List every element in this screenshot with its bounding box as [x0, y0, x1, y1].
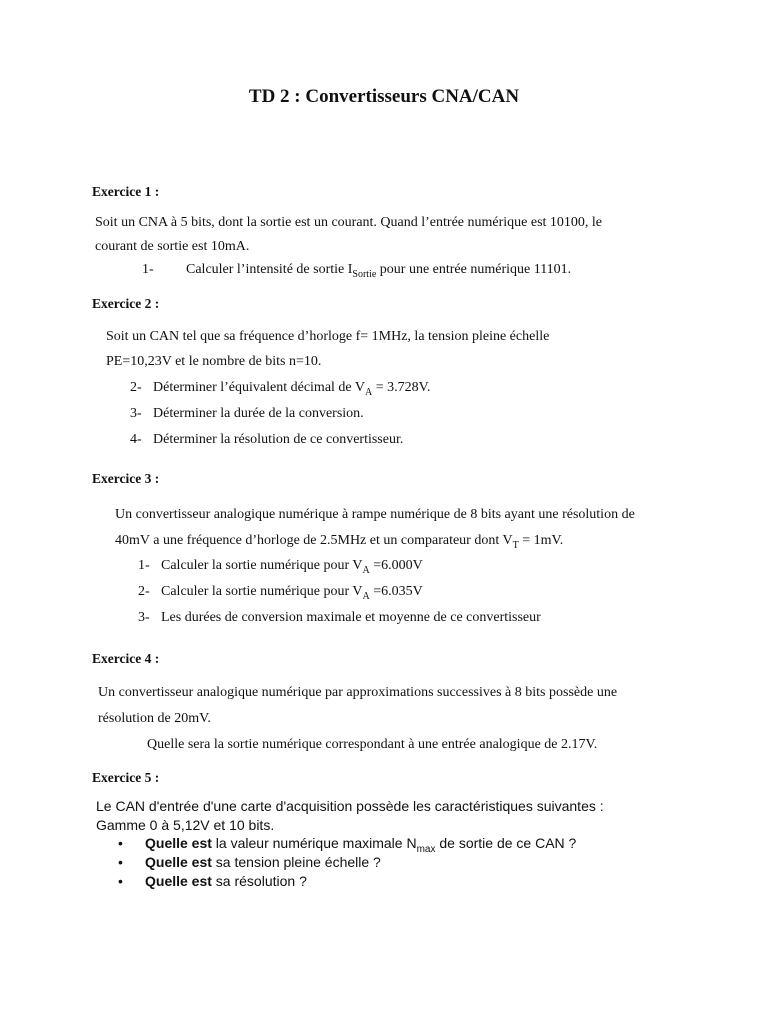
ex2-line-2: PE=10,23V et le nombre de bits n=10.	[106, 354, 322, 369]
ex3-q2-subscript: A	[362, 590, 370, 602]
ex3-q1-number: 1-	[138, 558, 150, 573]
ex2-q3-number: 3-	[130, 406, 142, 421]
ex5-bullet-3	[145, 873, 307, 889]
ex3-line-2	[115, 533, 563, 551]
ex1-q1-number: 1-	[142, 262, 154, 277]
ex1-q1-text-a: Calculer l’intensité de sortie I	[186, 262, 353, 277]
ex1-line-2: courant de sortie est 10mA.	[95, 239, 250, 254]
ex4-line-3: Quelle sera la sortie numérique correspondant à une entrée analogique de 2.17V.	[147, 737, 598, 752]
ex5-bullet-1-marker: •	[118, 835, 123, 851]
ex2-question-2	[130, 380, 430, 398]
ex3-q3-text: Les durées de conversion maximale et moyenne de ce convertisseur	[161, 610, 541, 625]
ex2-q4-number: 4-	[130, 432, 142, 447]
exercise-5-heading: Exercice 5 :	[92, 770, 160, 785]
ex3-line-2-text-b: = 1mV.	[518, 533, 564, 548]
ex3-line-2-text-a: 40mV a une fréquence d’horloge de 2.5MHz et un comparateur dont V	[115, 533, 513, 548]
ex3-q2-text-b: =6.035V	[369, 584, 423, 599]
ex2-question-3	[130, 406, 364, 422]
ex2-q2-text-a: Déterminer l’équivalent décimal de V	[153, 380, 365, 395]
ex1-q1-subscript: Sortie	[352, 268, 377, 280]
ex3-q2-text-a: Calculer la sortie numérique pour V	[161, 584, 363, 599]
ex5-b1-text-a: la valeur numérique maximale N	[211, 835, 417, 851]
exercise-2-heading: Exercice 2 :	[92, 296, 160, 311]
ex3-q1-subscript: A	[362, 564, 370, 576]
ex3-line-2-subscript: T	[512, 539, 519, 551]
ex1-question-1	[142, 262, 571, 280]
ex5-b3-text: sa résolution ?	[211, 873, 307, 889]
ex1-line-1: Soit un CNA à 5 bits, dont la sortie est un courant. Quand l’entrée numérique est 10100, le	[95, 215, 603, 230]
ex3-question-2	[138, 584, 423, 602]
ex3-question-3	[138, 610, 541, 626]
ex2-q2-number: 2-	[130, 380, 142, 395]
ex3-q3-number: 3-	[138, 610, 150, 625]
ex2-q4-text: Déterminer la résolution de ce convertisseur.	[153, 432, 404, 447]
ex5-b1-subscript: max	[416, 843, 436, 855]
ex5-bullet-2-marker: •	[118, 854, 123, 870]
ex3-q2-number: 2-	[138, 584, 150, 599]
page-title: TD 2 : Convertisseurs CNA/CAN	[248, 86, 520, 107]
ex4-line-1: Un convertisseur analogique numérique par approximations successives à 8 bits possède une	[98, 685, 618, 700]
ex1-q1-text-b: pour une entrée numérique 11101.	[376, 262, 572, 277]
ex5-b2-text: sa tension pleine échelle ?	[211, 854, 381, 870]
ex2-q3-text: Déterminer la durée de la conversion.	[153, 406, 364, 421]
ex5-bullet-1	[145, 835, 576, 855]
ex3-q1-text-b: =6.000V	[369, 558, 423, 573]
ex3-question-1	[138, 558, 423, 576]
ex5-b3-bold: Quelle est	[145, 873, 212, 889]
ex5-line-1: Le CAN d'entrée d'une carte d'acquisition possède les caractéristiques suivantes :	[96, 798, 604, 814]
exercise-3-heading: Exercice 3 :	[92, 471, 160, 486]
ex3-q1-text-a: Calculer la sortie numérique pour V	[161, 558, 363, 573]
ex2-q2-text-b: = 3.728V.	[372, 380, 431, 395]
ex2-line-1: Soit un CAN tel que sa fréquence d’horloge f= 1MHz, la tension pleine échelle	[106, 329, 550, 344]
ex2-question-4	[130, 432, 403, 448]
ex5-b1-text-b: de sortie de ce CAN ?	[435, 835, 577, 851]
exercise-1-heading: Exercice 1 :	[92, 184, 160, 199]
ex5-b2-bold: Quelle est	[145, 854, 212, 870]
ex5-bullet-3-marker: •	[118, 873, 123, 889]
ex2-q2-subscript: A	[365, 386, 373, 398]
ex4-line-2: résolution de 20mV.	[98, 711, 211, 726]
ex5-b1-bold: Quelle est	[145, 835, 212, 851]
exercise-4-heading: Exercice 4 :	[92, 651, 160, 666]
ex5-bullet-2	[145, 854, 381, 870]
ex5-line-2: Gamme 0 à 5,12V et 10 bits.	[96, 817, 275, 833]
ex3-line-1: Un convertisseur analogique numérique à rampe numérique de 8 bits ayant une résolution de	[115, 507, 635, 522]
